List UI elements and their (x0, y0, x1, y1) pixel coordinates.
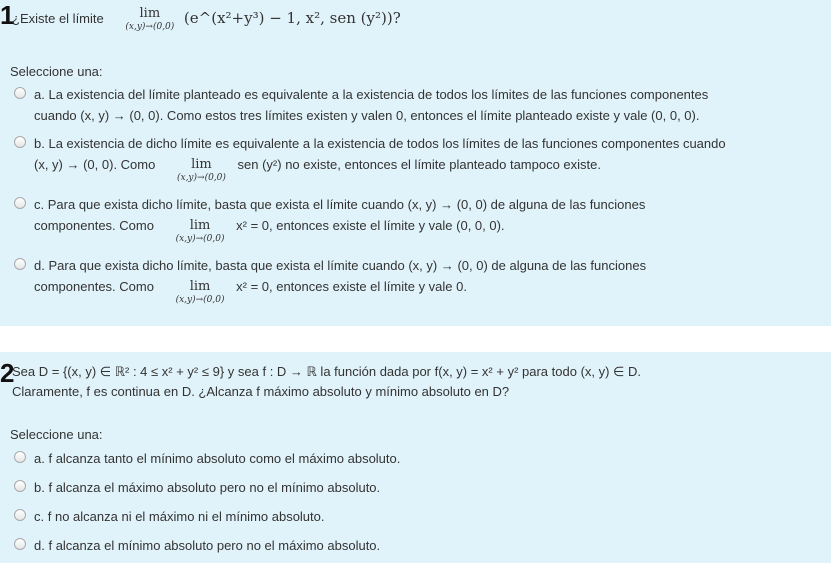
question-prefix: ¿Existe el límite (12, 11, 104, 26)
limit-operator: lim (x,y)→(0,0) (175, 279, 225, 305)
question-2-panel: 2 Sea D = {(x, y) ∈ ℝ² : 4 ≤ x² + y² ≤ 9} y sea f : D → ℝ la función dada por f(x, y) = x² + y² para todo (x, y) ∈ D. Claramente, f es continua en D. ¿Alcanza f máximo absoluto y mínimo absoluto en D? Seleccione una: a. f alcanza tanto el mínimo absoluto como el máximo absoluto. b. f alcanza el máximo absoluto pero no el mínimo absoluto. c. f no alcanza ni el máximo ni el mínimo absoluto. d. f alcanza el mínimo absoluto pero no el máximo absoluto. (0, 352, 831, 563)
select-label: Seleccione una: (10, 64, 103, 79)
limit-operator: lim (x,y)→(0,0) (176, 157, 226, 183)
radio-button[interactable] (14, 509, 26, 521)
radio-button[interactable] (14, 197, 26, 209)
limit-operator: lim (x,y)→(0,0) (175, 218, 225, 244)
question-1-panel: 1 ¿Existe el límite lim (x,y)→(0,0) (e^(x²+y³) − 1, x², sen (y²))? Seleccione una: a. La existencia del límite planteado es equivalente a la existencia de todos los límites de las funciones componentes cuando (x, y) → (0, 0). Como estos tres límites existen y valen 0, entonces el límite planteado existe y vale (0, 0, 0). b. La existencia de dicho límite es equivalente a la existencia de todos los límites de las funciones componentes cuando (x, y) → (0, 0). Como lim (x,y)→(0,0) sen (y²) no existe, entonces el límite planteado tampoco existe. c. Para que exista dicho límite, basta que exista el límite cuando (x, y) → (0, 0) de alguna de las funciones componentes. Como lim (x,y)→(0,0) x² = 0, entonces existe el límite y vale (0, 0, 0). d. Para que exista dicho límite, basta que exista el límite cuando (x, y) → (0, 0) de alguna de las funciones componentes. Como lim (x,y)→(0,0) x² = 0, entonces existe el límite y vale 0. (0, 0, 831, 326)
radio-button[interactable] (14, 480, 26, 492)
select-label: Seleccione una: (10, 427, 103, 442)
question-text: Sea D = {(x, y) ∈ ℝ² : 4 ≤ x² + y² ≤ 9} y sea f : D → ℝ la función dada por f(x, y) = x² + y² para todo (x, y) ∈ D. Claramente, f es continua en D. ¿Alcanza f máximo absoluto y mínimo absoluto en D? (12, 364, 641, 399)
limit-expression: (e^(x²+y³) − 1, x², sen (y²))? (183, 9, 401, 27)
radio-button[interactable] (14, 136, 26, 148)
radio-button[interactable] (14, 451, 26, 463)
radio-button[interactable] (14, 538, 26, 550)
question-number: 1 (0, 0, 15, 30)
question-text (12, 8, 401, 33)
radio-button[interactable] (14, 258, 26, 270)
radio-button[interactable] (14, 87, 26, 99)
question-number: 2 (0, 358, 15, 388)
limit-operator: lim (x,y)→(0,0) (125, 6, 175, 32)
